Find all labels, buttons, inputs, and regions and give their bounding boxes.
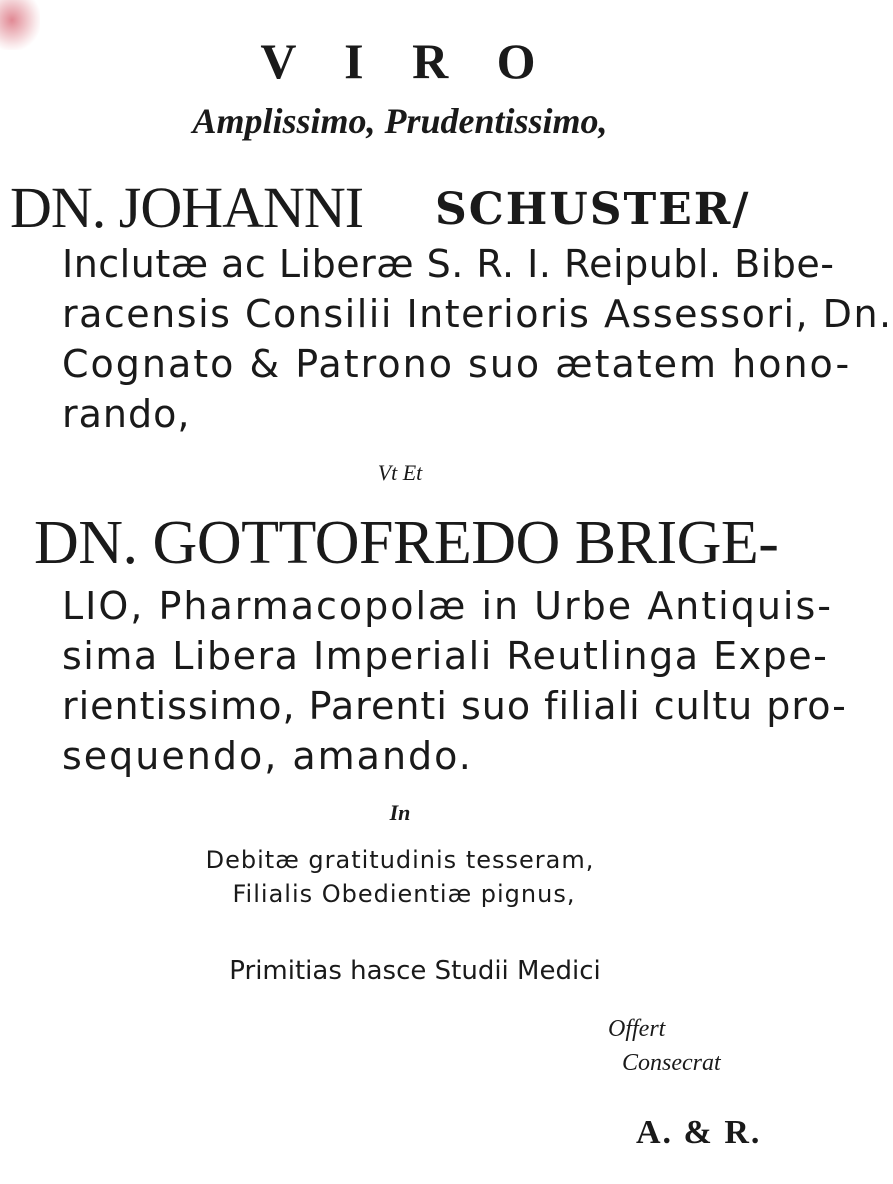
addressee-1-line: Cognato & Patrono suo ætatem hono- [62,342,852,386]
dedication-line: Filialis Obedientiæ pignus, [232,880,576,908]
addressee-1-line: racensis Consilii Interioris Assessori, Dn. [62,292,893,336]
addressee-1-surname: SCHUSTER/ [435,184,751,235]
addressee-1-line: Inclutæ ac Liberæ S. R. I. Reipubl. Bibe- [62,242,835,286]
conjunction: Vt Et [377,460,423,485]
addressee-2-line: LIO, Pharmacopolæ in Urbe Antiquis- [62,584,833,628]
epithet: Amplissimo, Prudentissimo, [192,101,608,141]
offert-word: Offert [608,1016,666,1042]
addressee-2-name: DN. GOTTOFREDO BRIGE- [34,509,779,577]
heading-viro: V I R O [260,33,554,89]
signature-initials: A. & R. [636,1114,762,1151]
preposition: In [389,800,411,825]
addressee-1-line: rando, [62,392,191,436]
dedication-line: Debitæ gratitudinis tesseram, [205,846,595,874]
primitias-line: Primitias hasce Studii Medici [229,956,601,986]
addressee-2-line: rientissimo, Parenti suo filiali cultu pro- [62,684,847,728]
addressee-2-line: sequendo, amando. [62,734,473,778]
addressee-2-line: sima Libera Imperiali Reutlinga Expe- [62,634,829,678]
consecrat-word: Consecrat [622,1050,721,1076]
addressee-1-name: DN. JOHANNI [10,175,364,240]
